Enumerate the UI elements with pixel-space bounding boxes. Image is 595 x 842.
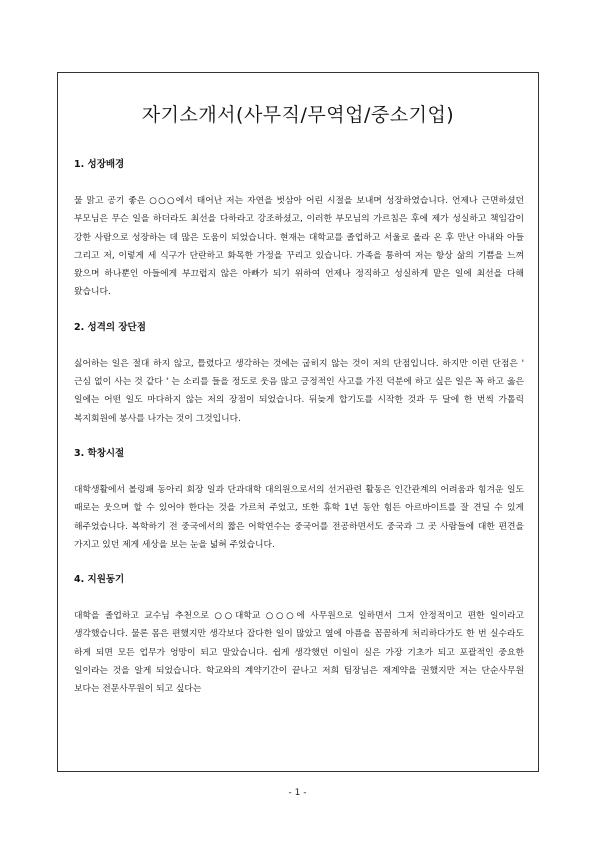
section-body: 대학을 졸업하고 교수님 추천으로 ○○대학교 ○○○에 사무원으로 일하면서 그저 안정적이고 편한 일이라고 생각했습니다. 물론 몸은 편했지만 생각보다 잡다한 일이 많았고 옆에 아픔을 꼼꼼하게 처리하다가도 한 번 실수라도 하게 되면 모든 업무가 엉망이 되고 말았습니다. 쉽게 생각했던 이일이 실은 가장 기초가 되고 포괄적인 중요한 일이라는 것을 알게 되었습니다. 학교와의 계약기간이 끝나고 저희 팀장님은 재계약을 권했지만 저는 단순사무원 보다는 전문사무원이 되고 싶다는 (74, 611, 524, 695)
document-content (74, 159, 524, 699)
section-heading: 4. 지원동기 (74, 574, 125, 586)
document-frame (57, 72, 539, 772)
section-school-days (74, 448, 524, 554)
section-motivation (74, 574, 524, 698)
section-heading: 2. 성격의 장단점 (74, 321, 146, 333)
section-personality (74, 322, 524, 428)
section-heading: 1. 성장배경 (74, 159, 125, 170)
section-heading: 3. 학창시절 (74, 447, 125, 459)
section-body: 물 맑고 공기 좋은 ○○○에서 태어난 저는 자연을 벗삼아 어린 시절을 보내며 성장하였습니다. 언제나 근면하셨던 부모님은 무슨 일을 하더라도 최선을 다하라고 강조하셨고, 이러한 부모님의 가르침은 후에 제가 성실하고 책임감이 강한 사람으로 성장하는 데 많은 도움이 되었습니다. 현재는 대학교를 졸업하고 서울로 올라 온 후 만난 아내와 아들 그리고 저, 이렇게 세 식구가 단란하고 화목한 가정을 꾸리고 있습니다. 가족을 통하여 저는 항상 삶의 기쁨을 느껴 왔으며 하나뿐인 아들에게 부끄럽지 않은 아빠가 되기 위하여 언제나 정직하고 성실하게 맡은 일에 최선을 다해 왔습니다. (74, 196, 524, 298)
document-title: 자기소개서(사무직/무역업/중소기업) (141, 104, 455, 126)
page-number: - 1 - (288, 788, 307, 798)
section-growth-background (74, 159, 524, 302)
section-body: 싫어하는 일은 절대 하지 않고, 틀렸다고 생각하는 것에는 굽히지 않는 것이 저의 단점입니다. 하지만 이런 단점은 ' 근심 없이 사는 것 같다 ' 는 소리를 들을 정도로 웃음 많고 긍정적인 사고를 가진 덕분에 하고 싶은 일은 꼭 하고 옳은 일에는 어떤 일도 마다하지 않는 저의 장점이 되었습니다. 뒤늦게 합기도를 시작한 것과 두 달에 한 번씩 가톨릭 복지회원에 봉사를 나가는 것이 그것입니다. (74, 358, 524, 424)
section-body: 대학생활에서 볼링패 동아리 회장 일과 단과대학 대의원으로서의 선거관련 활동은 인간관계의 어려움과 힘겨운 일도 때로는 웃으며 할 수 있어야 한다는 것을 가르쳐 주었고, 또한 휴학 1년 동안 힘든 아르바이트를 잘 견딜 수 있게 해주었습니다. 복학하기 전 중국에서의 짧은 어학연수는 중국어를 전공하면서도 중국과 그 곳 사람들에 대한 편견을 가지고 있던 제게 세상을 보는 눈을 넓혀 주었습니다. (74, 484, 524, 550)
